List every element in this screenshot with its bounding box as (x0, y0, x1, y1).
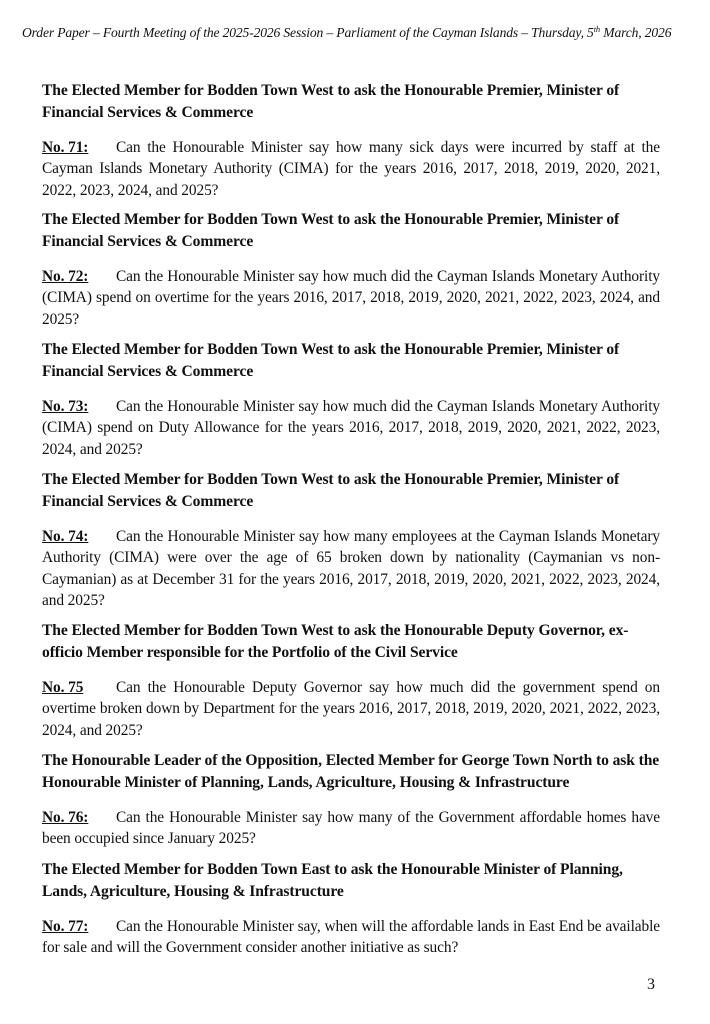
question-text: Can the Honourable Minister say how many of the Government affordable homes have been occupied since January 2025? (42, 809, 660, 848)
question-number: No. 72: (42, 268, 89, 285)
question-asker: The Elected Member for Bodden Town West to ask the Honourable Premier, Minister of Financial Services & Commerce (42, 471, 620, 510)
question-number: No. 74: (42, 528, 89, 545)
question-text: Can the Honourable Minister say, when will the affordable lands in East End be available for sale and will the Government consider another initiative as such? (42, 918, 660, 957)
question-text: Can the Honourable Minister say how many employees at the Cayman Islands Monetary Authority (CIMA) were over the age of 65 broken down by nationality (Caymanian vs non-Caymanian) as at December 31 for the years 2016, 2017, 2018, 2019, 2020, 2021, 2022, 2023, 2024, and 2025? (42, 528, 660, 609)
question-text: Can the Honourable Minister say how much did the Cayman Islands Monetary Authority (CIMA) spend on overtime for the years 2016, 2017, 2018, 2019, 2020, 2021, 2022, 2023, 2024, and 2025? (42, 268, 660, 328)
question-number: No. 73: (42, 398, 89, 415)
running-header-prefix: Order Paper – Fourth Meeting of the 2025-2026 Session – Parliament of the Cayman Islands – Thursday, 5 (22, 25, 594, 40)
question-number: No. 71: (42, 139, 89, 156)
question-number: No. 76: (42, 809, 89, 826)
question-body (42, 137, 660, 201)
question-body (42, 807, 660, 850)
question-item-74 (42, 469, 660, 611)
question-body (42, 396, 660, 460)
question-item-72 (42, 209, 660, 330)
question-asker: The Elected Member for Bodden Town East to ask the Honourable Minister of Planning, Lands, Agriculture, Housing & Infrastructure (42, 861, 623, 900)
question-body (42, 677, 660, 741)
question-item-73 (42, 339, 660, 460)
question-text: Can the Honourable Minister say how much did the Cayman Islands Monetary Authority (CIMA) spend on Duty Allowance for the years 2016, 2017, 2018, 2019, 2020, 2021, 2022, 2023, 2024, and 2025? (42, 398, 660, 458)
question-asker: The Honourable Leader of the Opposition, Elected Member for George Town North to ask the Honourable Minister of Planning, Lands, Agriculture, Housing & Infrastructure (42, 752, 660, 791)
question-asker: The Elected Member for Bodden Town West to ask the Honourable Premier, Minister of Financial Services & Commerce (42, 341, 620, 380)
question-asker: The Elected Member for Bodden Town West to ask the Honourable Premier, Minister of Financial Services & Commerce (42, 82, 620, 121)
running-header (22, 25, 702, 41)
page-number: 3 (647, 976, 655, 993)
question-number: No. 75 (42, 679, 84, 696)
question-body (42, 526, 660, 611)
running-header-suffix: March, 2026 (600, 25, 672, 40)
question-item-75 (42, 620, 660, 741)
question-text: Can the Honourable Deputy Governor say how much did the government spend on overtime broken down by Department for the years 2016, 2017, 2018, 2019, 2020, 2021, 2022, 2023, 2024, and 2025? (42, 679, 660, 739)
question-number: No. 77: (42, 918, 89, 935)
running-header-superscript: th (593, 24, 601, 34)
question-item-76 (42, 750, 660, 850)
question-body (42, 916, 660, 959)
question-asker: The Elected Member for Bodden Town West to ask the Honourable Deputy Governor, ex-officio Member responsible for the Portfolio of the Civil Service (42, 622, 629, 661)
question-item-71 (42, 80, 660, 201)
question-body (42, 266, 660, 330)
question-item-77 (42, 859, 660, 959)
question-text: Can the Honourable Minister say how many sick days were incurred by staff at the Cayman Islands Monetary Authority (CIMA) for the years 2016, 2017, 2018, 2019, 2020, 2021, 2022, 2023, 2024, and 2025? (42, 139, 660, 199)
question-asker: The Elected Member for Bodden Town West to ask the Honourable Premier, Minister of Financial Services & Commerce (42, 211, 620, 250)
